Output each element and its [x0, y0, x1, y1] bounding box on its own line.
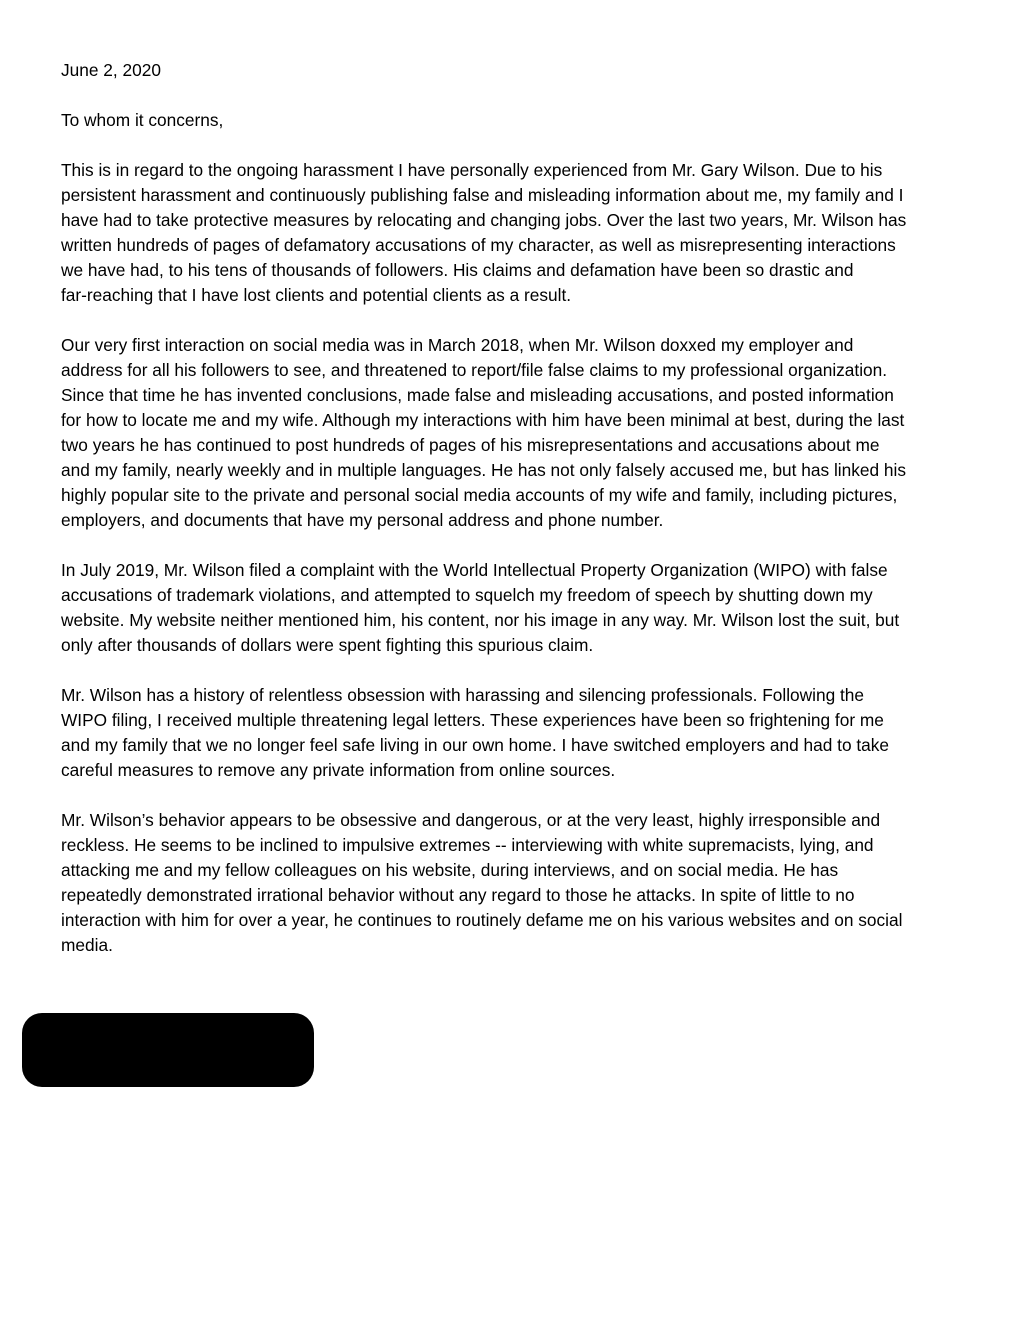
paragraph-3: In July 2019, Mr. Wilson filed a complaint with the World Intellectual Property Organization (WIPO) with false accusations of trademark violations, and attempted to squelch my freedom of speech by shutting down my website. My website neither mentioned him, his content, nor his image in any way. Mr. Wilson lost the suit, but only after thousands of dollars were spent fighting this spurious claim.	[61, 560, 900, 655]
letter-date: June 2, 2020	[61, 60, 161, 80]
paragraph-5: Mr. Wilson’s behavior appears to be obsessive and dangerous, or at the very least, highly irresponsible and reckless. He seems to be inclined to impulsive extremes -- interviewing with white supremacists, lying, and attacking me and my fellow colleagues on his website, during interviews, and on social media. He has repeatedly demonstrated irrational behavior without any regard to those he attacks. In spite of little to no interaction with him for over a year, he continues to routinely defame me on his various websites and on social media.	[61, 810, 903, 955]
letter-body	[61, 58, 966, 983]
paragraph-1: This is in regard to the ongoing harassment I have personally experienced from Mr. Gary Wilson. Due to his persistent harassment and continuously publishing false and misleading information about me, my family and I have had to take protective measures by relocating and changing jobs. Over the last two years, Mr. Wilson has written hundreds of pages of defamatory accusations of my character, as well as misrepresenting interactions we have had, to his tens of thousands of followers. His claims and defamation have been so drastic and far-reaching that I have lost clients and potential clients as a result.	[61, 160, 907, 305]
letter-salutation: To whom it concerns,	[61, 110, 224, 130]
signature-redaction-box	[22, 1013, 314, 1087]
paragraph-4: Mr. Wilson has a history of relentless obsession with harassing and silencing professionals. Following the WIPO filing, I received multiple threatening legal letters. These experiences have been so frightening for me and my family that we no longer feel safe living in our own home. I have switched employers and had to take careful measures to remove any private information from online sources.	[61, 685, 890, 780]
paragraph-2: Our very first interaction on social media was in March 2018, when Mr. Wilson doxxed my employer and address for all his followers to see, and threatened to report/file false claims to my professional organization. Since that time he has invented conclusions, made false and misleading accusations, and posted information for how to locate me and my wife. Although my interactions with him have been minimal at best, during the last two years he has continued to post hundreds of pages of his misrepresentations and accusations about me and my family, nearly weekly and in multiple languages. He has not only falsely accused me, but has linked his highly popular site to the private and personal social media accounts of my wife and family, including pictures, employers, and documents that have my personal address and phone number.	[61, 335, 906, 530]
